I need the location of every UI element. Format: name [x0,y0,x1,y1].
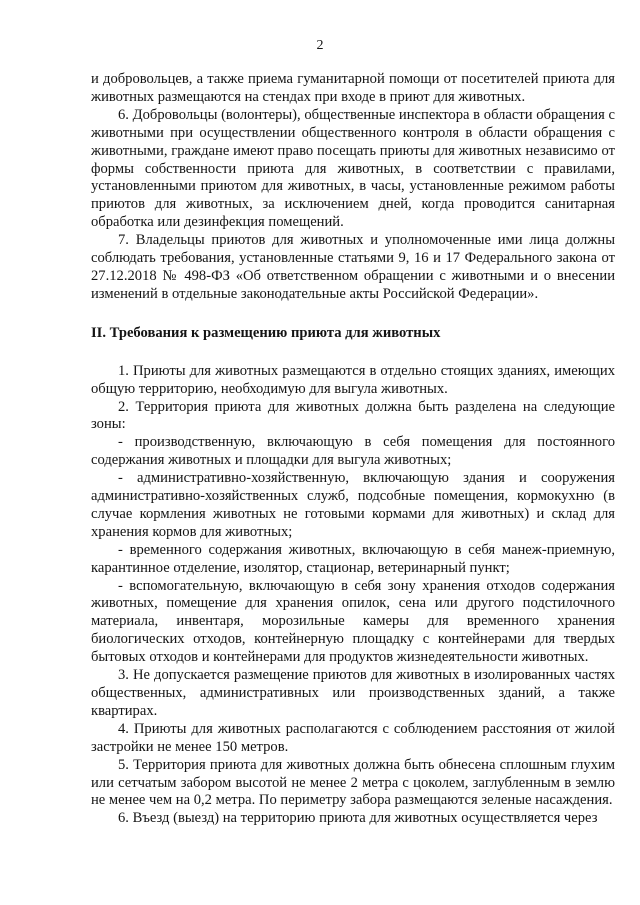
paragraph-continuation: и добровольцев, а также приема гуманитарной помощи от посетителей приюта для животных размещаются на стендах при входе в приют для животных. [91,71,615,105]
paragraph-6-volunteers: 6. Добровольцы (волонтеры), общественные инспектора в области обращения с животными при осуществлении общественного контроля в области обращения с животными, граждане имеют право посещать приюты для животных независимо от формы собственности приюта для животных, в соответствии с правилами, установленными приютом для животных, в часы, установленные режимом работы приютов для животных, за исключением дней, когда проводится санитарная обработка или дезинфекция помещений. [91,106,615,231]
paragraph-6-entrance: 6. Въезд (выезд) на территорию приюта для животных осуществляется через [118,810,598,827]
paragraph-5-fence: 5. Территория приюта для животных должна быть обнесена сплошным глухим или сетчатым забором высотой не менее 2 метра с цоколем, заглубленным в землю не менее чем на 0,2 метра. По периметру забора размещаются зеленые насаждения. [91,756,615,809]
paragraph-7-owners: 7. Владельцы приютов для животных и уполномоченные ими лица должны соблюдать требования, установленные статьями 9, 16 и 17 Федерального закона от 27.12.2018 № 498-ФЗ «Об ответственном обращении с животными и о внесении изменений в отдельные законодательные акты Российской Федерации». [91,232,615,302]
list-item-temporary-zone: - временного содержания животных, включающую в себя манеж-приемную, карантинное отделение, изолятор, стационар, ветеринарный пункт; [91,541,615,576]
section-heading: II. Требования к размещению приюта для животных [91,324,441,341]
list-item-production-zone: - производственную, включающую в себя помещения для постоянного содержания животных и площадки для выгула животных; [91,434,615,469]
paragraph-2-zones: 2. Территория приюта для животных должна быть разделена на следующие зоны: [91,398,615,433]
page-number: 2 [316,38,324,53]
paragraph-4-distance: 4. Приюты для животных располагаются с соблюдением расстояния от жилой застройки не менее 150 метров. [91,720,615,755]
list-item-auxiliary-zone: - вспомогательную, включающую в себя зону хранения отходов содержания животных, помещение для хранения опилок, сена или другого подстилочного материала, инвентаря, морозильные камеры для временного хранения биологических отходов, контейнерную площадку с контейнерами для твердых бытовых отходов и контейнерами для продуктов жизнедеятельности животных. [91,577,615,666]
paragraph-3-restriction: 3. Не допускается размещение приютов для животных в изолированных частях общественных, административных или производственных зданий, а также квартирах. [91,667,615,719]
list-item-admin-zone: - административно-хозяйственную, включающую здания и сооружения административно-хозяйственных служб, подсобные помещения, кормокухню (в случае кормления животных не готовыми кормами для животных) и склад для хранения кормов для животных; [91,470,615,540]
document-body [91,71,615,828]
paragraph-1-buildings: 1. Приюты для животных размещаются в отдельно стоящих зданиях, имеющих общую территорию, необходимую для выгула животных. [91,362,615,397]
